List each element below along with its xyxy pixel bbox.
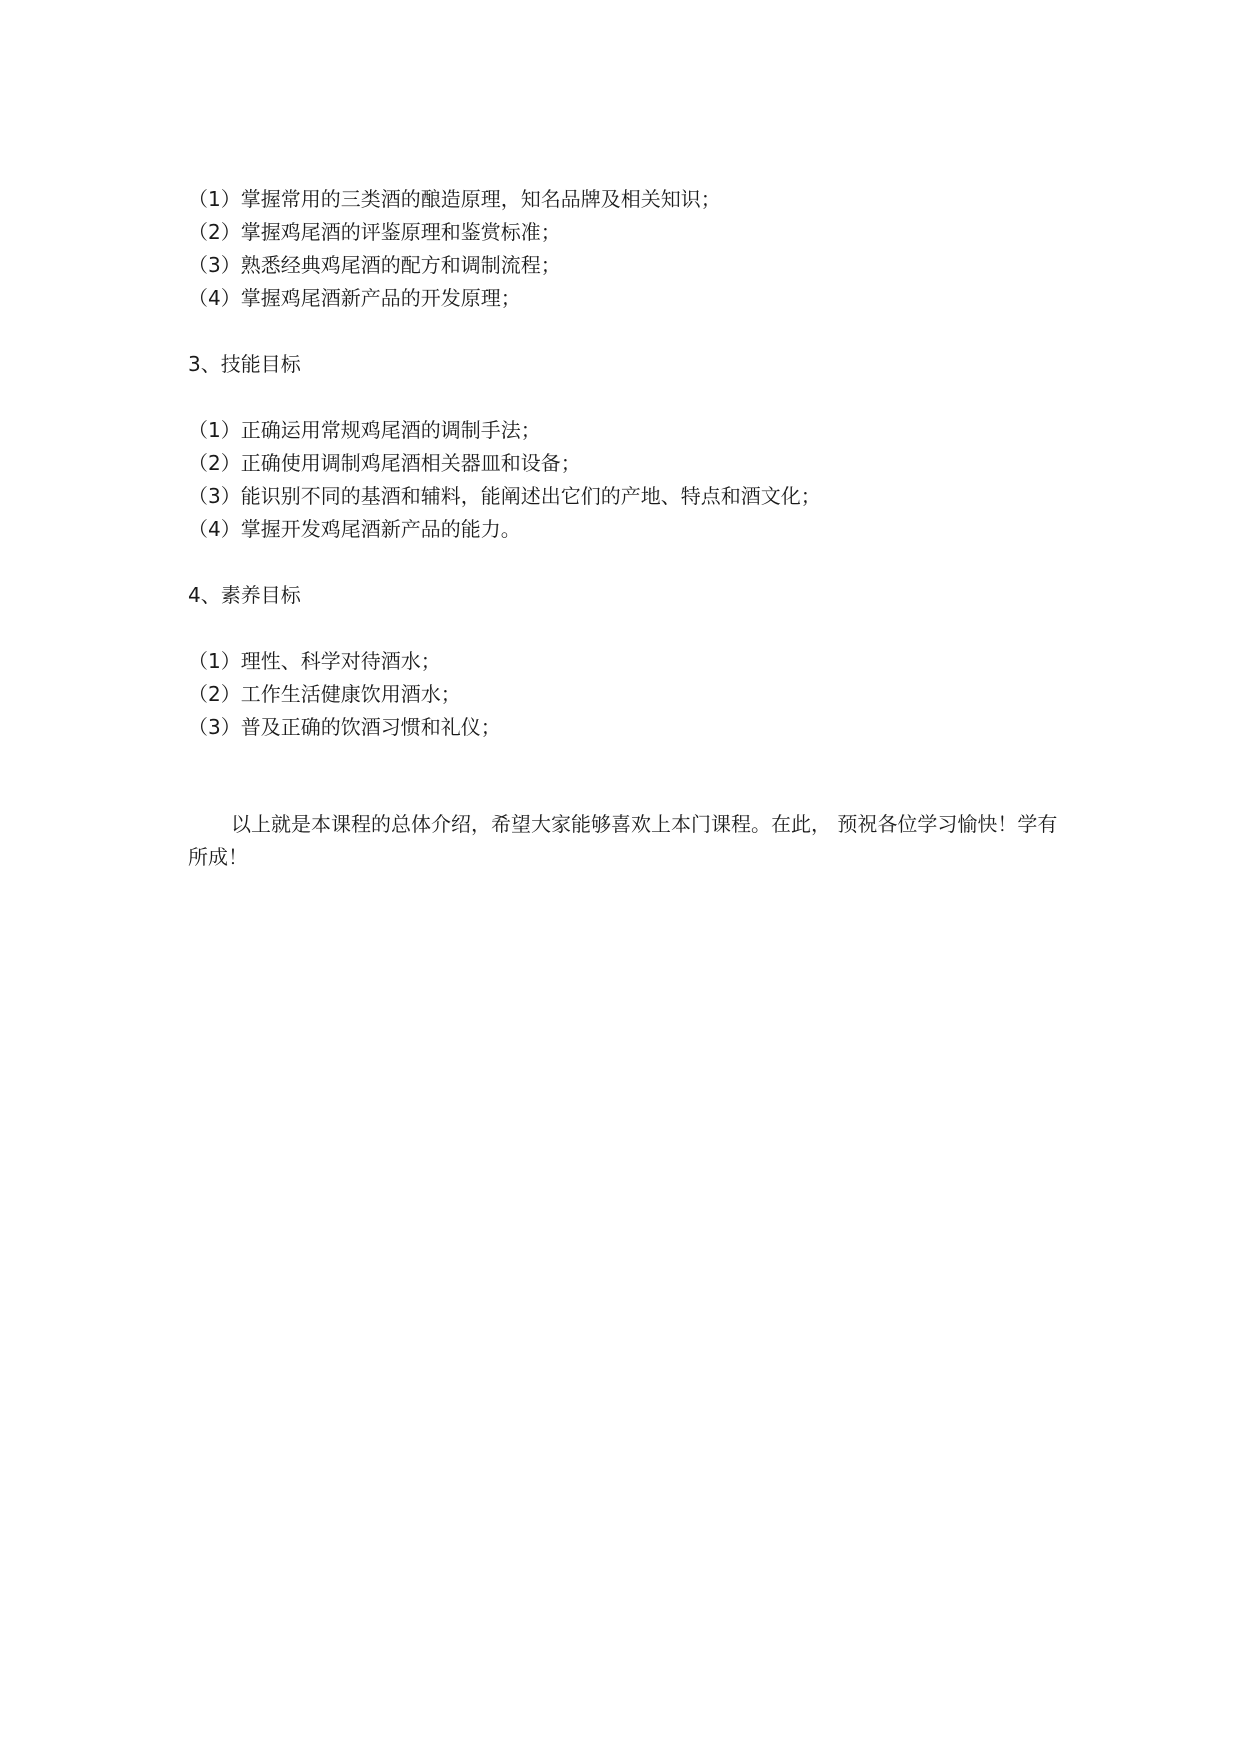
- list-item: （3）熟悉经典鸡尾酒的配方和调制流程；: [188, 253, 561, 277]
- list-item: （4）掌握鸡尾酒新产品的开发原理；: [188, 286, 521, 310]
- list-item: （2）工作生活健康饮用酒水；: [188, 682, 461, 706]
- skill-goals-heading: 3、技能目标: [188, 352, 301, 376]
- list-item: （3）能识别不同的基酒和辅料，能阐述出它们的产地、特点和酒文化；: [188, 484, 821, 508]
- closing-paragraph: 以上就是本课程的总体介绍，希望大家能够喜欢上本门课程。在此， 预祝各位学习愉快！学有所成！: [188, 812, 1058, 869]
- literacy-goals-list: [188, 645, 1068, 744]
- list-item: （4）掌握开发鸡尾酒新产品的能力。: [188, 517, 521, 541]
- literacy-goals-heading: 4、素养目标: [188, 583, 301, 607]
- list-item: （1）理性、科学对待酒水；: [188, 649, 441, 673]
- list-item: （2）掌握鸡尾酒的评鉴原理和鉴赏标准；: [188, 220, 561, 244]
- list-item: （1）掌握常用的三类酒的酿造原理，知名品牌及相关知识；: [188, 187, 721, 211]
- skill-goals-list: [188, 414, 1068, 546]
- list-item: （3）普及正确的饮酒习惯和礼仪；: [188, 715, 501, 739]
- document-body: [188, 183, 1068, 874]
- list-item: （2）正确使用调制鸡尾酒相关器皿和设备；: [188, 451, 581, 475]
- knowledge-goals-list: [188, 183, 1068, 315]
- list-item: （1）正确运用常规鸡尾酒的调制手法；: [188, 418, 541, 442]
